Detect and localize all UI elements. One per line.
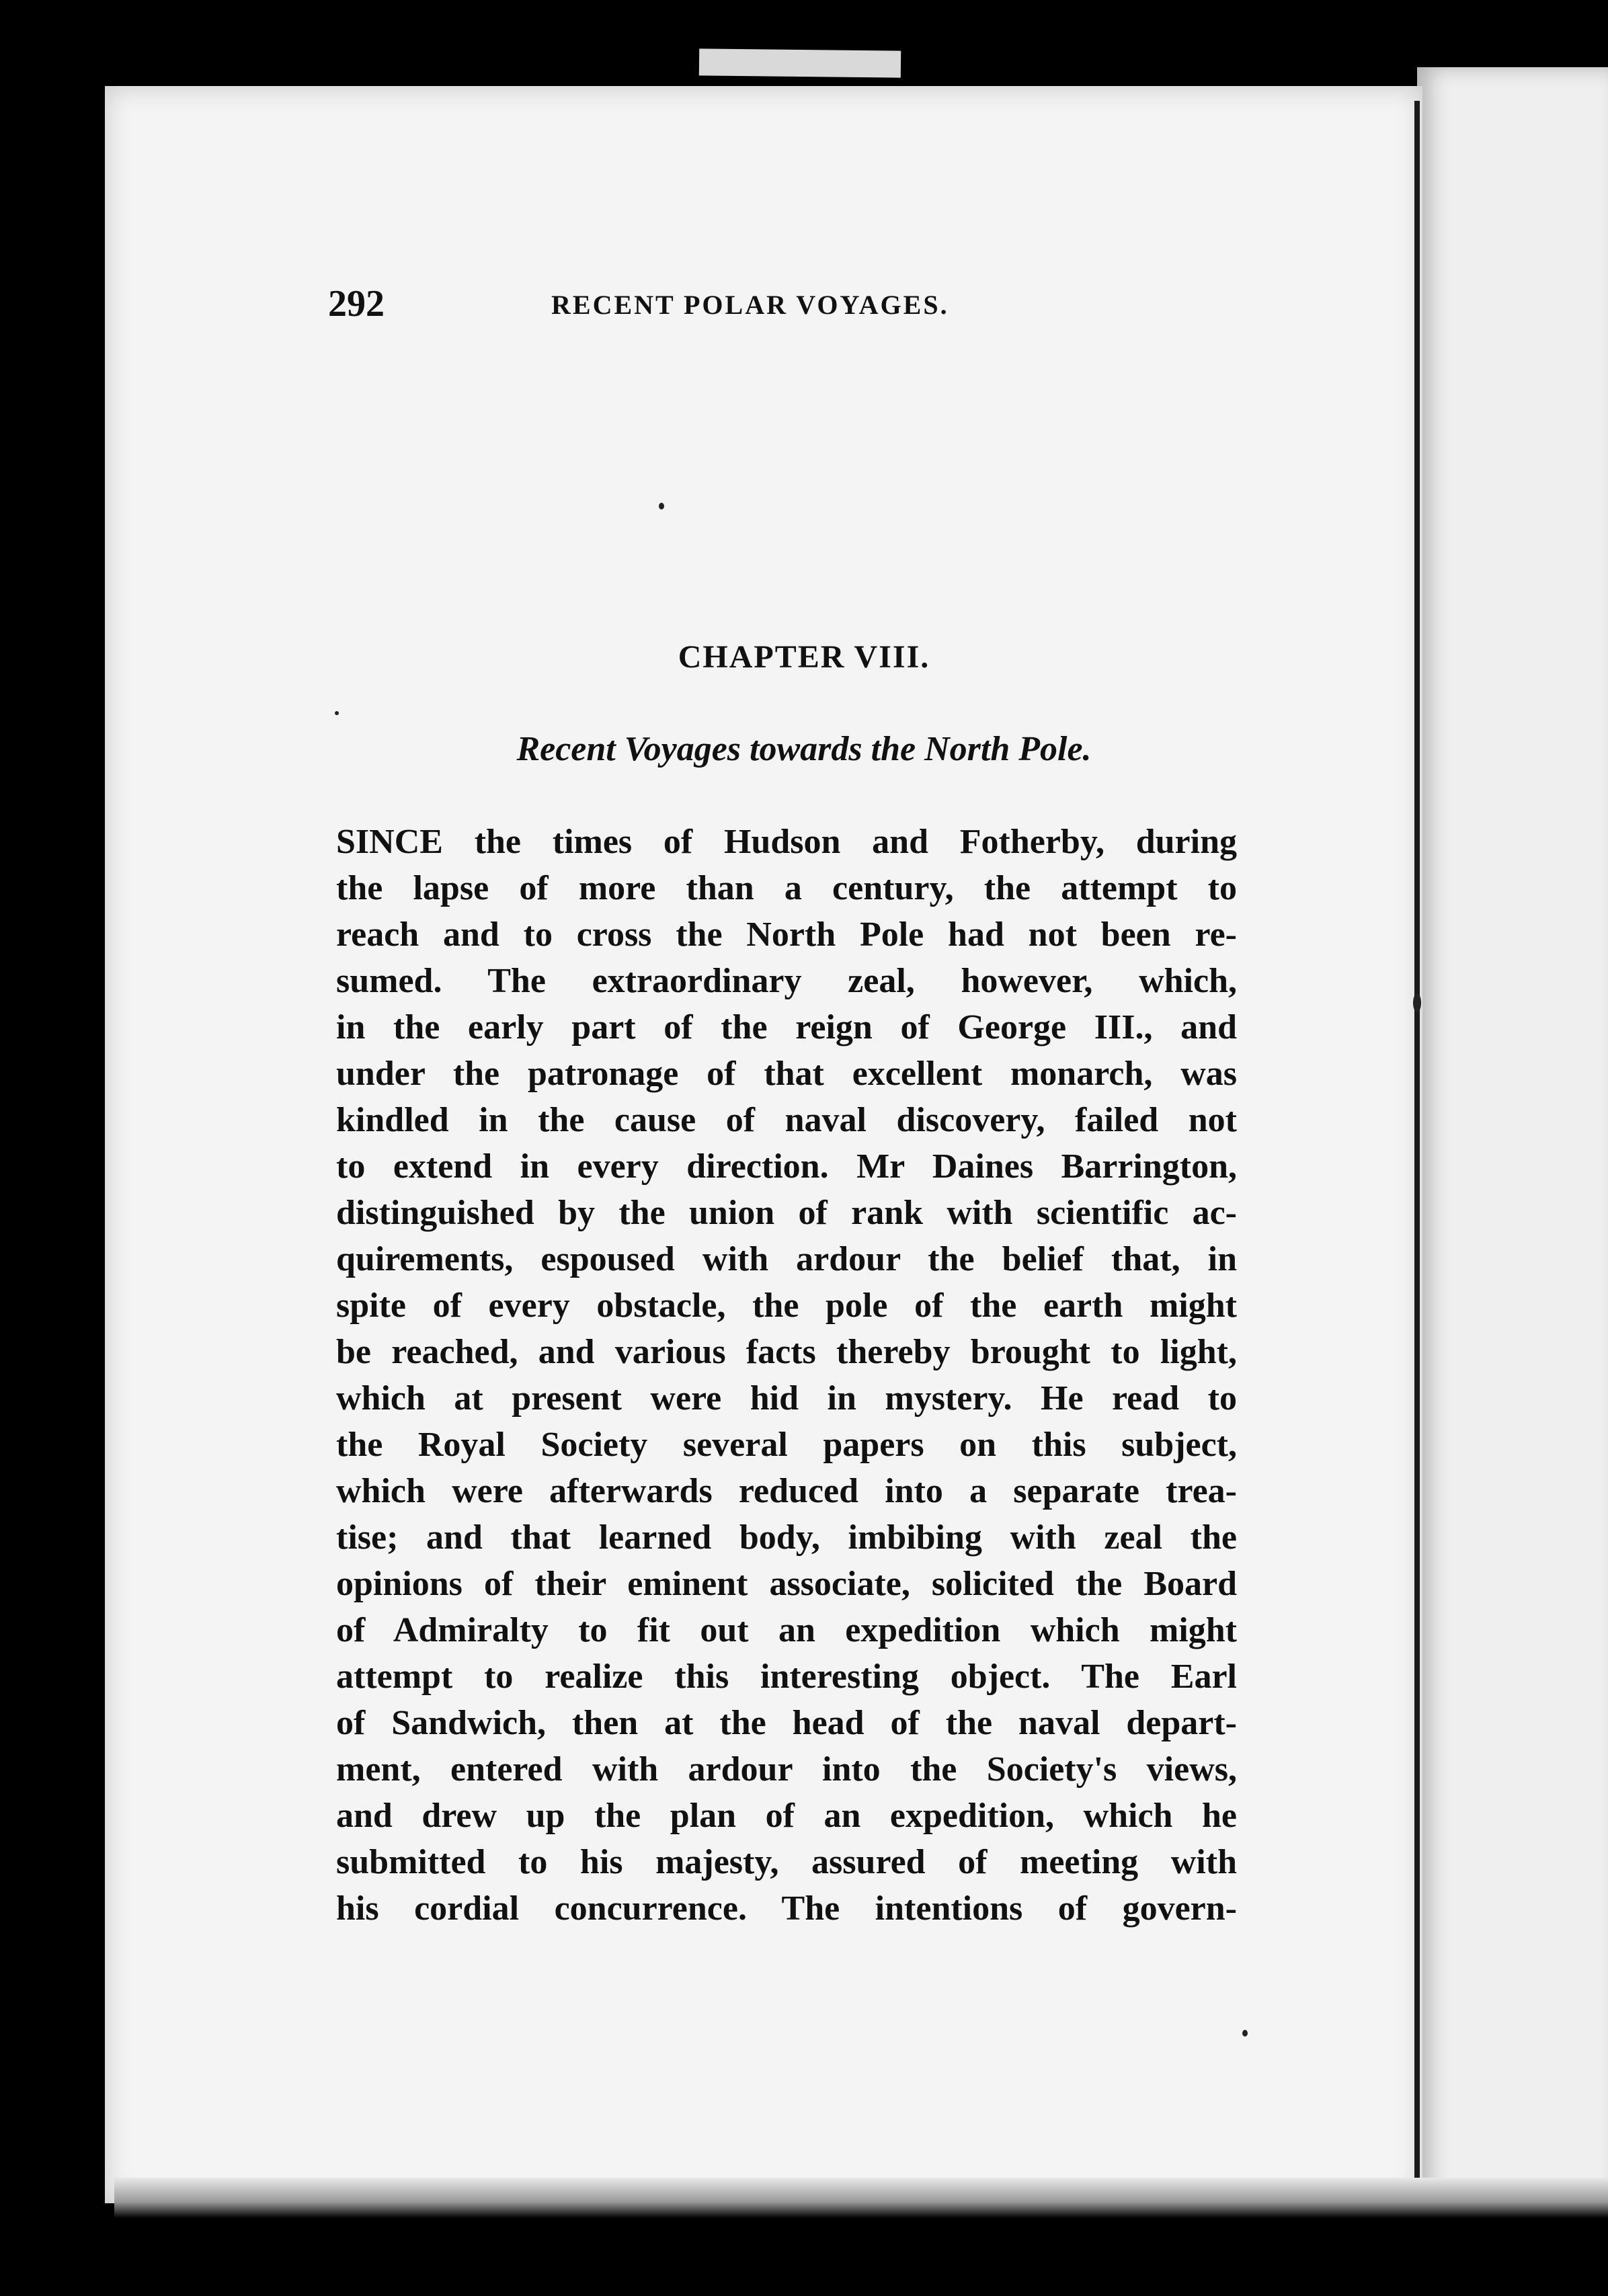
text-line: in the early part of the reign of George III., and (336, 1008, 1237, 1047)
page-header (328, 282, 1269, 336)
page-bottom-edge (114, 2178, 1608, 2218)
text-line: to extend in every direction. Mr Daines Barrington, (336, 1147, 1237, 1186)
chapter-title: CHAPTER VIII. (678, 639, 930, 675)
text-line: the lapse of more than a century, the attempt to (336, 869, 1237, 907)
text-line: under the patronage of that excellent monarch, was (336, 1055, 1237, 1093)
text-line: kindled in the cause of naval discovery, failed not (336, 1101, 1237, 1139)
text-line: SINCE the times of Hudson and Fotherby, during (336, 823, 1237, 861)
text-line: tise; and that learned body, imbibing with zeal the (336, 1518, 1237, 1557)
text-line: of Admiralty to fit out an expedition which might (336, 1611, 1237, 1649)
text-line: which at present were hid in mystery. He read to (336, 1379, 1237, 1418)
facing-page-edge (1417, 67, 1608, 2218)
running-head: RECENT POLAR VOYAGES. (551, 290, 949, 320)
text-line: which were afterwards reduced into a separate trea- (336, 1472, 1237, 1510)
text-line: opinions of their eminent associate, solicited the Board (336, 1565, 1237, 1603)
page-tab-edge (699, 48, 901, 77)
text-line: quirements, espoused with ardour the belief that, in (336, 1240, 1237, 1278)
chapter-subtitle: Recent Voyages towards the North Pole. (516, 730, 1092, 768)
ink-speck (335, 711, 339, 715)
text-line: distinguished by the union of rank with scientific ac- (336, 1194, 1237, 1232)
ink-speck (1413, 993, 1421, 1012)
text-line: his cordial concurrence. The intentions of govern- (336, 1889, 1237, 1928)
ink-speck (1242, 2030, 1248, 2037)
page-number: 292 (328, 283, 385, 325)
text-line: be reached, and various facts thereby brought to light, (336, 1333, 1237, 1371)
text-line: submitted to his majesty, assured of meeting with (336, 1843, 1237, 1881)
text-line: sumed. The extraordinary zeal, however, which, (336, 962, 1237, 1000)
text-line: the Royal Society several papers on this subject, (336, 1426, 1237, 1464)
ink-speck (659, 503, 664, 509)
page-gutter-shadow (1414, 101, 1420, 2205)
text-line: of Sandwich, then at the head of the naval depart- (336, 1704, 1237, 1742)
text-line: ment, entered with ardour into the Society's views, (336, 1750, 1237, 1789)
text-line: spite of every obstacle, the pole of the earth might (336, 1286, 1237, 1325)
body-text (336, 819, 1237, 1932)
text-line: reach and to cross the North Pole had not been re- (336, 915, 1237, 954)
text-line: attempt to realize this interesting object. The Earl (336, 1657, 1237, 1696)
text-line: and drew up the plan of an expedition, which he (336, 1797, 1237, 1835)
